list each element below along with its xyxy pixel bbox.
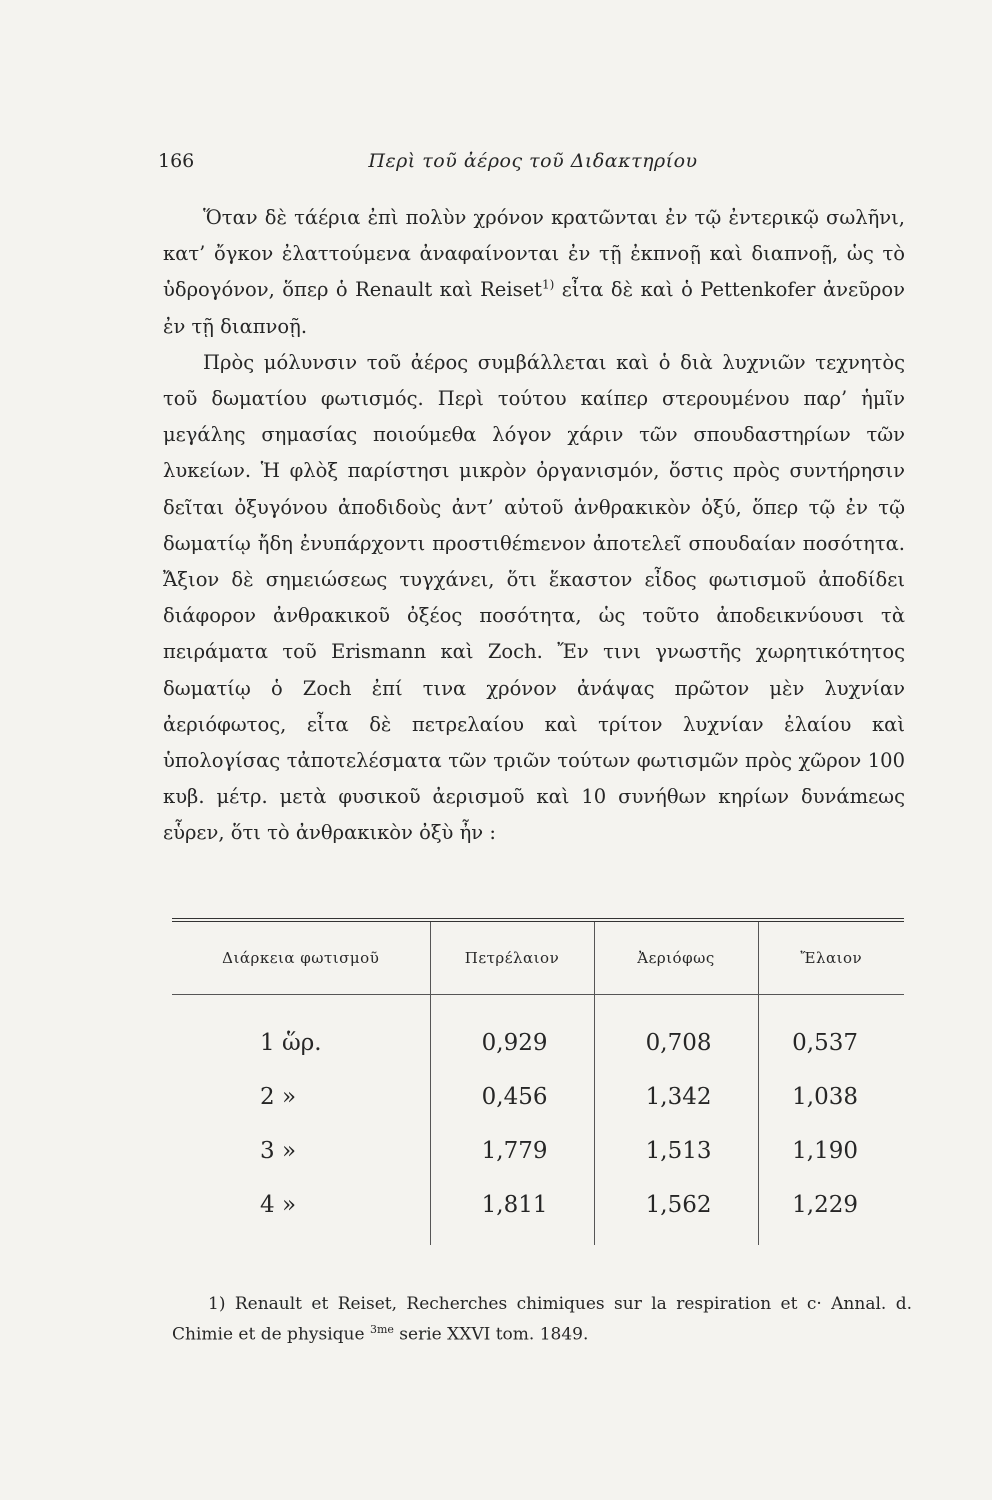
running-title: Περὶ τοῦ ἀέρος τοῦ Διδακτηρίου bbox=[368, 150, 698, 172]
footnote-superscript: 3me bbox=[369, 1323, 394, 1336]
petroleum-value: 0,929 bbox=[430, 995, 594, 1071]
table-row bbox=[172, 995, 904, 1071]
column-header-oil: Ἔλαιον bbox=[758, 920, 904, 995]
duration-cell: 3 » bbox=[260, 1138, 297, 1164]
footnote bbox=[172, 1292, 912, 1348]
gaslight-value: 0,708 bbox=[594, 995, 758, 1071]
petroleum-value: 0,456 bbox=[430, 1070, 594, 1124]
column-header-duration: Διάρκεια φωτισμοῦ bbox=[172, 920, 430, 995]
petroleum-value: 1,811 bbox=[430, 1178, 594, 1245]
duration-cell: 2 » bbox=[260, 1084, 297, 1110]
gaslight-value: 1,562 bbox=[594, 1178, 758, 1245]
oil-value: 1,229 bbox=[758, 1178, 904, 1245]
table-header-row bbox=[172, 920, 904, 995]
column-header-gaslight: Ἀεριόφως bbox=[594, 920, 758, 995]
paragraph-1-continuation: εἶτα δὲ καὶ ὁ Pettenkofer ἀνεῦρον ἐν τῇ διαπνοῇ. bbox=[163, 278, 905, 338]
oil-value: 1,038 bbox=[758, 1070, 904, 1124]
gaslight-value: 1,513 bbox=[594, 1124, 758, 1178]
paragraph-1-text: Ὅταν δὲ τάέρια ἐπὶ πολὺν χρόνον κρατῶνται ἐν τῷ ἐντερικῷ σωλῆνι, κατ’ ὄγκον ἐλαττούμενα ἀναφαίνονται ἐν τῇ ἐκπνοῇ καὶ διαπνοῇ, ὡς τὸ ὑδρογόνον, ὅπερ ὁ Renault καὶ Reiset bbox=[163, 206, 905, 302]
paragraph-1 bbox=[163, 200, 905, 345]
petroleum-value: 1,779 bbox=[430, 1124, 594, 1178]
column-header-petroleum: Πετρέλαιον bbox=[430, 920, 594, 995]
body-text bbox=[163, 200, 905, 852]
table-row bbox=[172, 1070, 904, 1124]
duration-cell: 4 » bbox=[260, 1192, 297, 1218]
table-row bbox=[172, 1178, 904, 1245]
gaslight-value: 1,342 bbox=[594, 1070, 758, 1124]
oil-value: 1,190 bbox=[758, 1124, 904, 1178]
footnote-reference: 1) bbox=[541, 277, 555, 292]
page-header bbox=[158, 150, 908, 180]
duration-cell: 1 ὥρ. bbox=[260, 1030, 322, 1056]
paragraph-2: Πρὸς μόλυνσιν τοῦ ἀέρος συμβάλλεται καὶ ὁ διὰ λυχνιῶν τεχνητὸς τοῦ δωματίου φωτισμός. Περὶ τούτου καίπερ στερουμένου παρ’ ἡμῖν μεγάλης σημασίας ποιούμεθα λόγον χάριν τῶν σπουδαστηρίων τῶν λυκείων. Ἡ φλὸξ παρίστησι μικρὸν ὀργανισμόν, ὅστις πρὸς συντήρησιν δεῖται ὀξυγόνου ἀποδιδοὺς ἀντ’ αὐτοῦ ἀνθρακικὸν ὀξύ, ὅπερ τῷ ἐν τῷ δωματίῳ ἤδη ἐνυπάρχοντι προστιθέmενον ἀποτελεῖ σπουδαίαν ποσότητα. Ἄξιον δὲ σημειώσεως τυγχάνει, ὅτι ἕκαστον εἶδος φωτισμοῦ ἀποδίδει διάφορον ἀνθρακικοῦ ὀξέος ποσότητα, ὡς τοῦτο ἀποδεικνύουσι τὰ πειράματα τοῦ Erismann καὶ Zoch. Ἔν τινι γνωστῆς χωρητικότητος δωματίῳ ὁ Zoch ἐπί τινα χρόνον ἀνάψας πρῶτον μὲν λυχνίαν ἀεριόφωτος, εἶτα δὲ πετρελαίου καὶ τρίτον λυχνίαν ἐλαίου καὶ ὑπολογίσας τἀποτελέσματα τῶν τριῶν τούτων φωτισμῶν πρὸς χῶρον 100 κυβ. μέτρ. μετὰ φυσικοῦ ἀερισμοῦ καὶ 10 συνήθων κηρίων δυνάmεως εὗρεν, ὅτι τὸ ἀνθρακικὸν ὀξὺ ἦν : bbox=[163, 350, 905, 845]
oil-value: 0,537 bbox=[758, 995, 904, 1071]
footnote-text: 1) Renault et Reiset, Recherches chimiques sur la respiration et c· Annal. d. Chimie et de physique bbox=[172, 1294, 912, 1345]
carbon-dioxide-table bbox=[172, 918, 904, 1245]
page-number: 166 bbox=[158, 150, 195, 172]
table-row bbox=[172, 1124, 904, 1178]
footnote-text-end: serie XXVI tom. 1849. bbox=[393, 1324, 589, 1345]
